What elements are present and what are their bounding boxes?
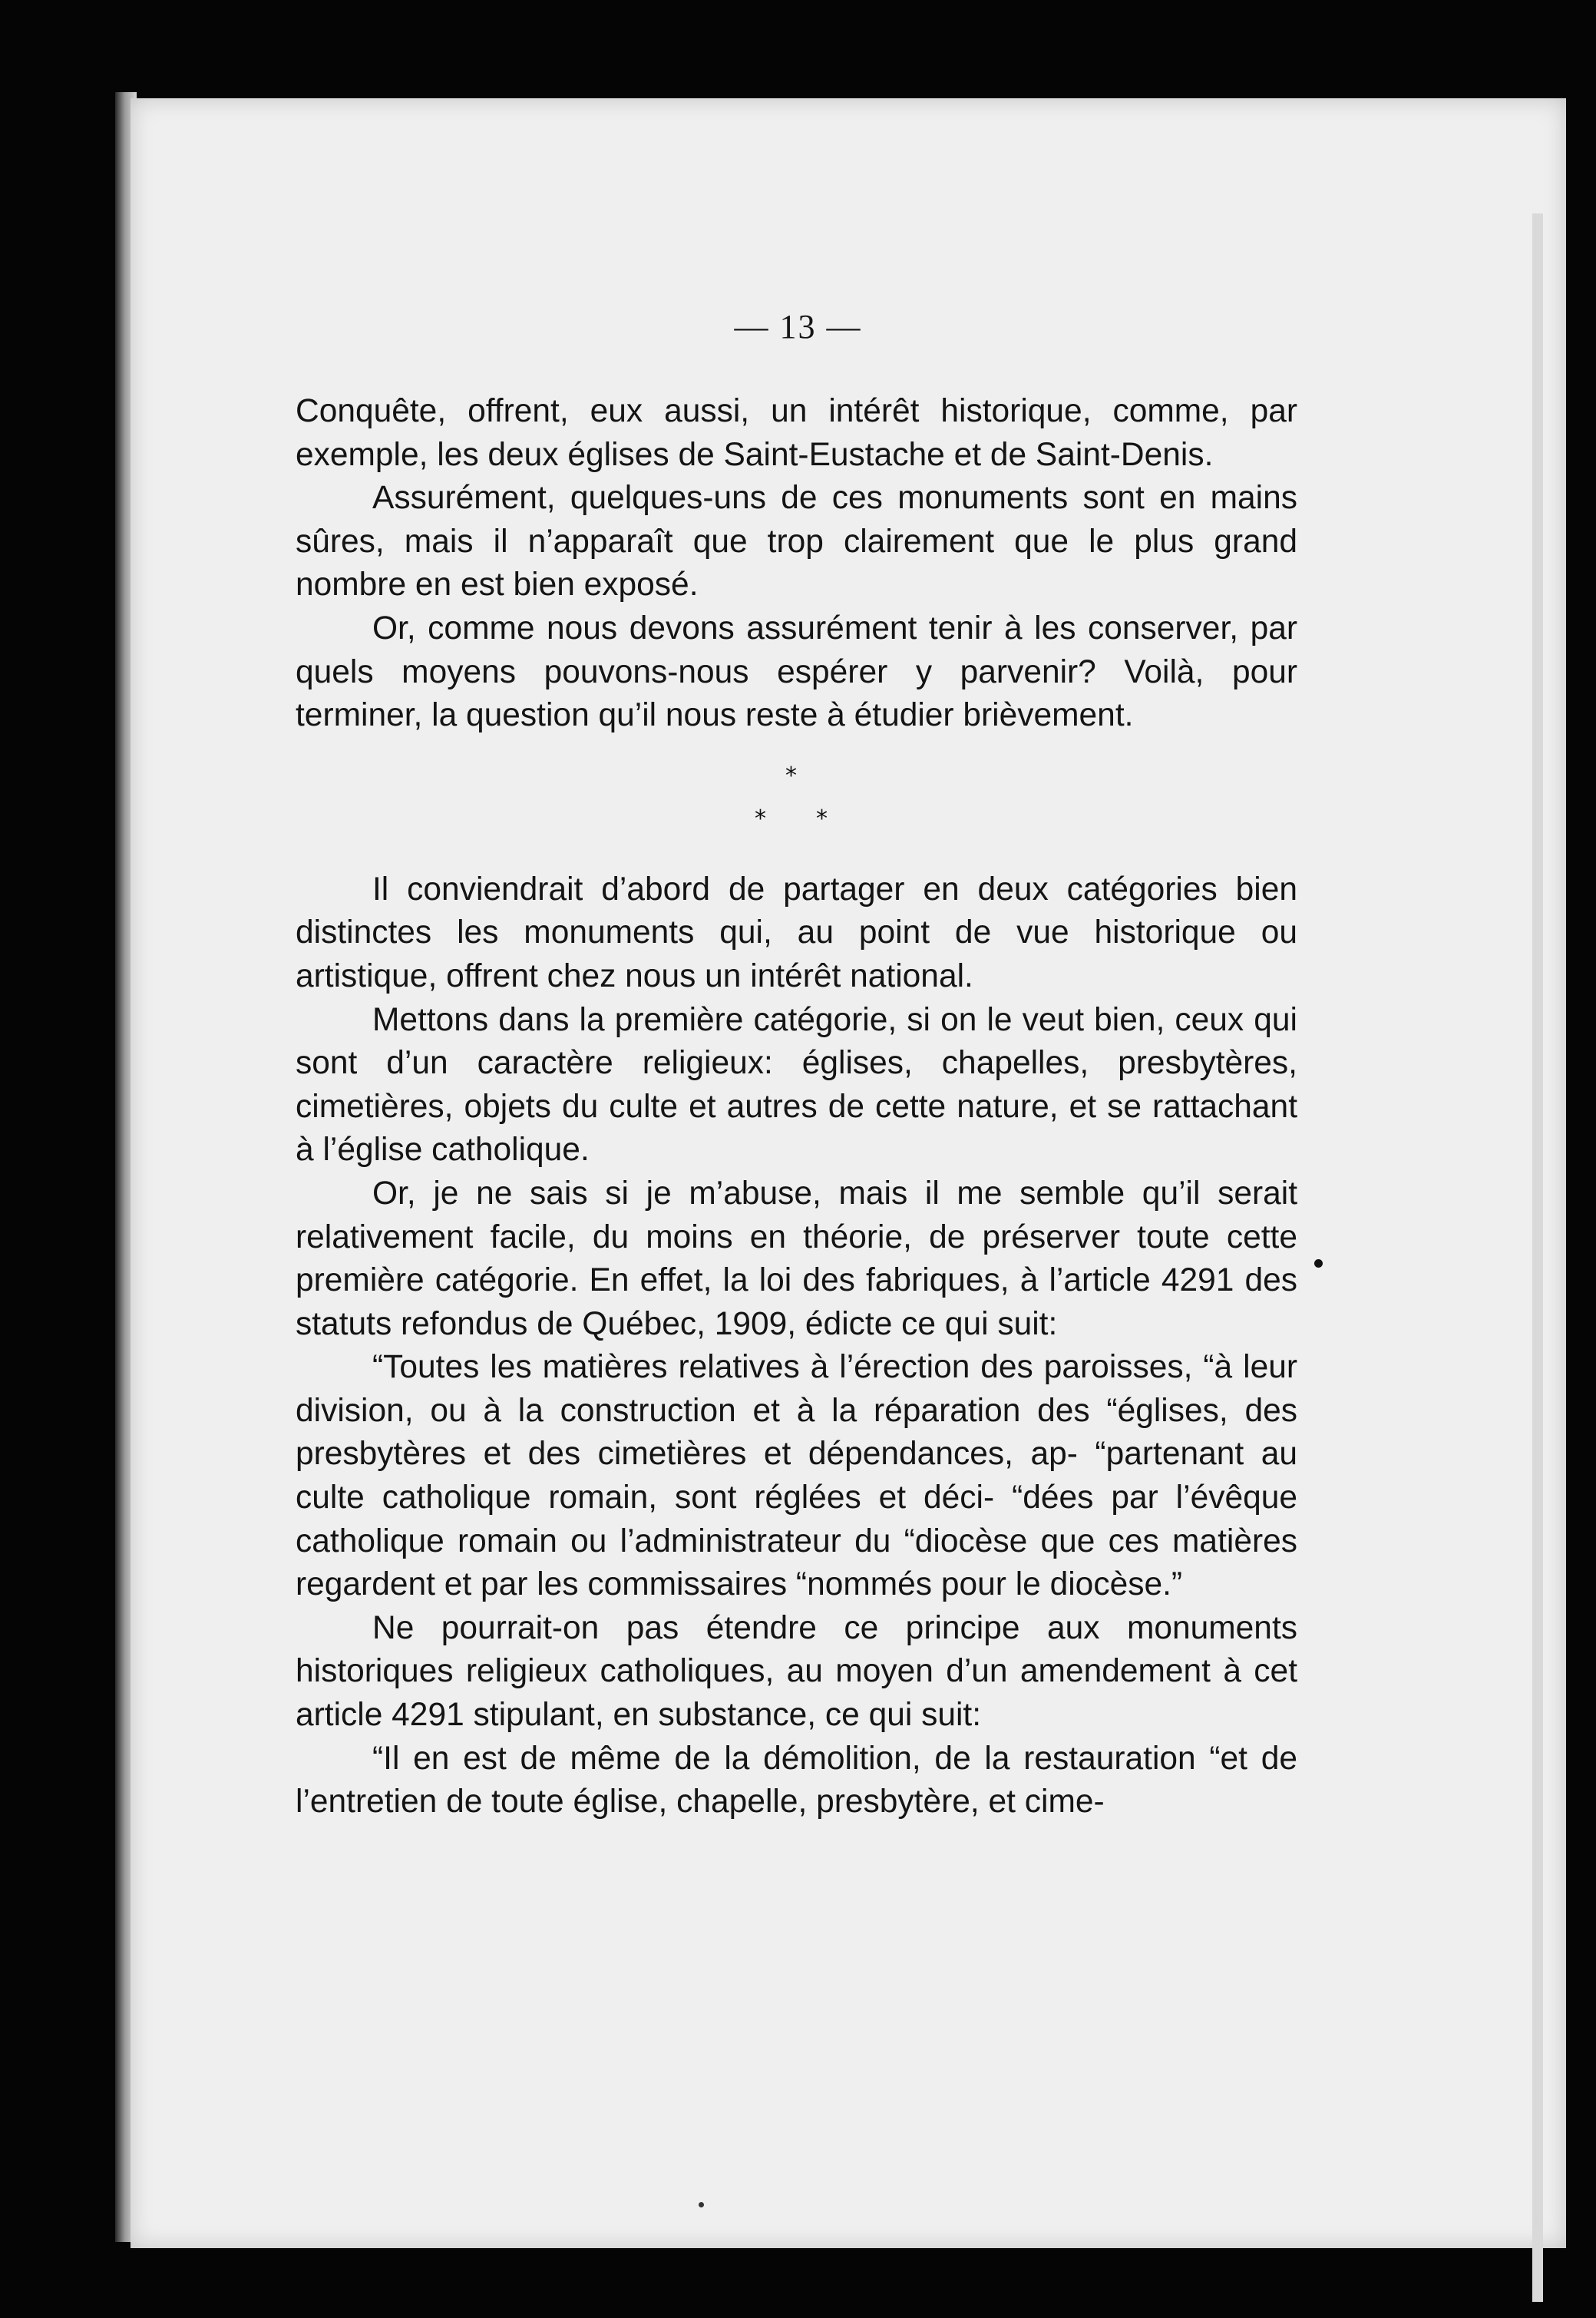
paragraph-1: Conquête, offrent, eux aussi, un intérêt historique, comme, par exemple, les deux églises de Saint-Eustache et de Saint-Denis. (296, 393, 1297, 473)
section-break (296, 738, 1297, 868)
section-break-star: * (785, 762, 797, 789)
margin-mark (1314, 1259, 1323, 1268)
paragraph-5: Mettons dans la première catégorie, si on le veut bien, ceux qui sont d’un caractère religieux: églises, chapelles, presbytères, cimetières, objets du culte et autres de cette nature, et se rattachant à l’église catholique. (296, 1001, 1297, 1169)
section-break-star: * (816, 805, 828, 832)
page-body (296, 390, 1297, 1824)
paragraph-3: Or, comme nous devons assurément tenir à les conserver, par quels moyens pouvons-nous espérer y parvenir? Voilà, pour terminer, la question qu’il nous reste à étudier brièvement. (296, 610, 1297, 734)
quotation-2: “Il en est de même de la démolition, de la restauration “et de l’entretien de toute église, chapelle, presbytère, et cime- (296, 1740, 1297, 1820)
paragraph-7: Ne pourrait-on pas étendre ce principe aux monuments historiques religieux catholiques, au moyen d’un amendement à cet article 4291 stipulant, en substance, ce qui suit: (296, 1609, 1297, 1734)
paragraph-6: Or, je ne sais si je m’abuse, mais il me semble qu’il serait relativement facile, du moins en théorie, de préserver toute cette première catégorie. En effet, la loi des fabriques, à l’article 4291 des statuts refondus de Québec, 1909, édicte ce qui suit: (296, 1175, 1297, 1342)
page-edge (1532, 213, 1543, 2302)
quotation-1: “Toutes les matières relatives à l’érection des paroisses, “à leur division, ou à la construction et à la réparation des “églises, des presbytères et des cimetières et dépendances, ap- “partenant au culte catholique romain, sont réglées et déci- “dées par l’évêque catholique romain ou l’administrateur du “diocèse que ces matières regardent et par les commissaires “nommés pour le diocèse.” (296, 1349, 1297, 1603)
page-number: — 13 — (734, 308, 862, 346)
paragraph-4: Il conviendrait d’abord de partager en deux catégories bien distinctes les monuments qui, au point de vue historique ou artistique, offrent chez nous un intérêt national. (296, 871, 1297, 994)
scan-speck (699, 2202, 704, 2207)
section-break-star: * (755, 805, 766, 832)
paragraph-2: Assurément, quelques-uns de ces monuments sont en mains sûres, mais il n’apparaît que trop clairement que le plus grand nombre en est bien exposé. (296, 480, 1297, 603)
